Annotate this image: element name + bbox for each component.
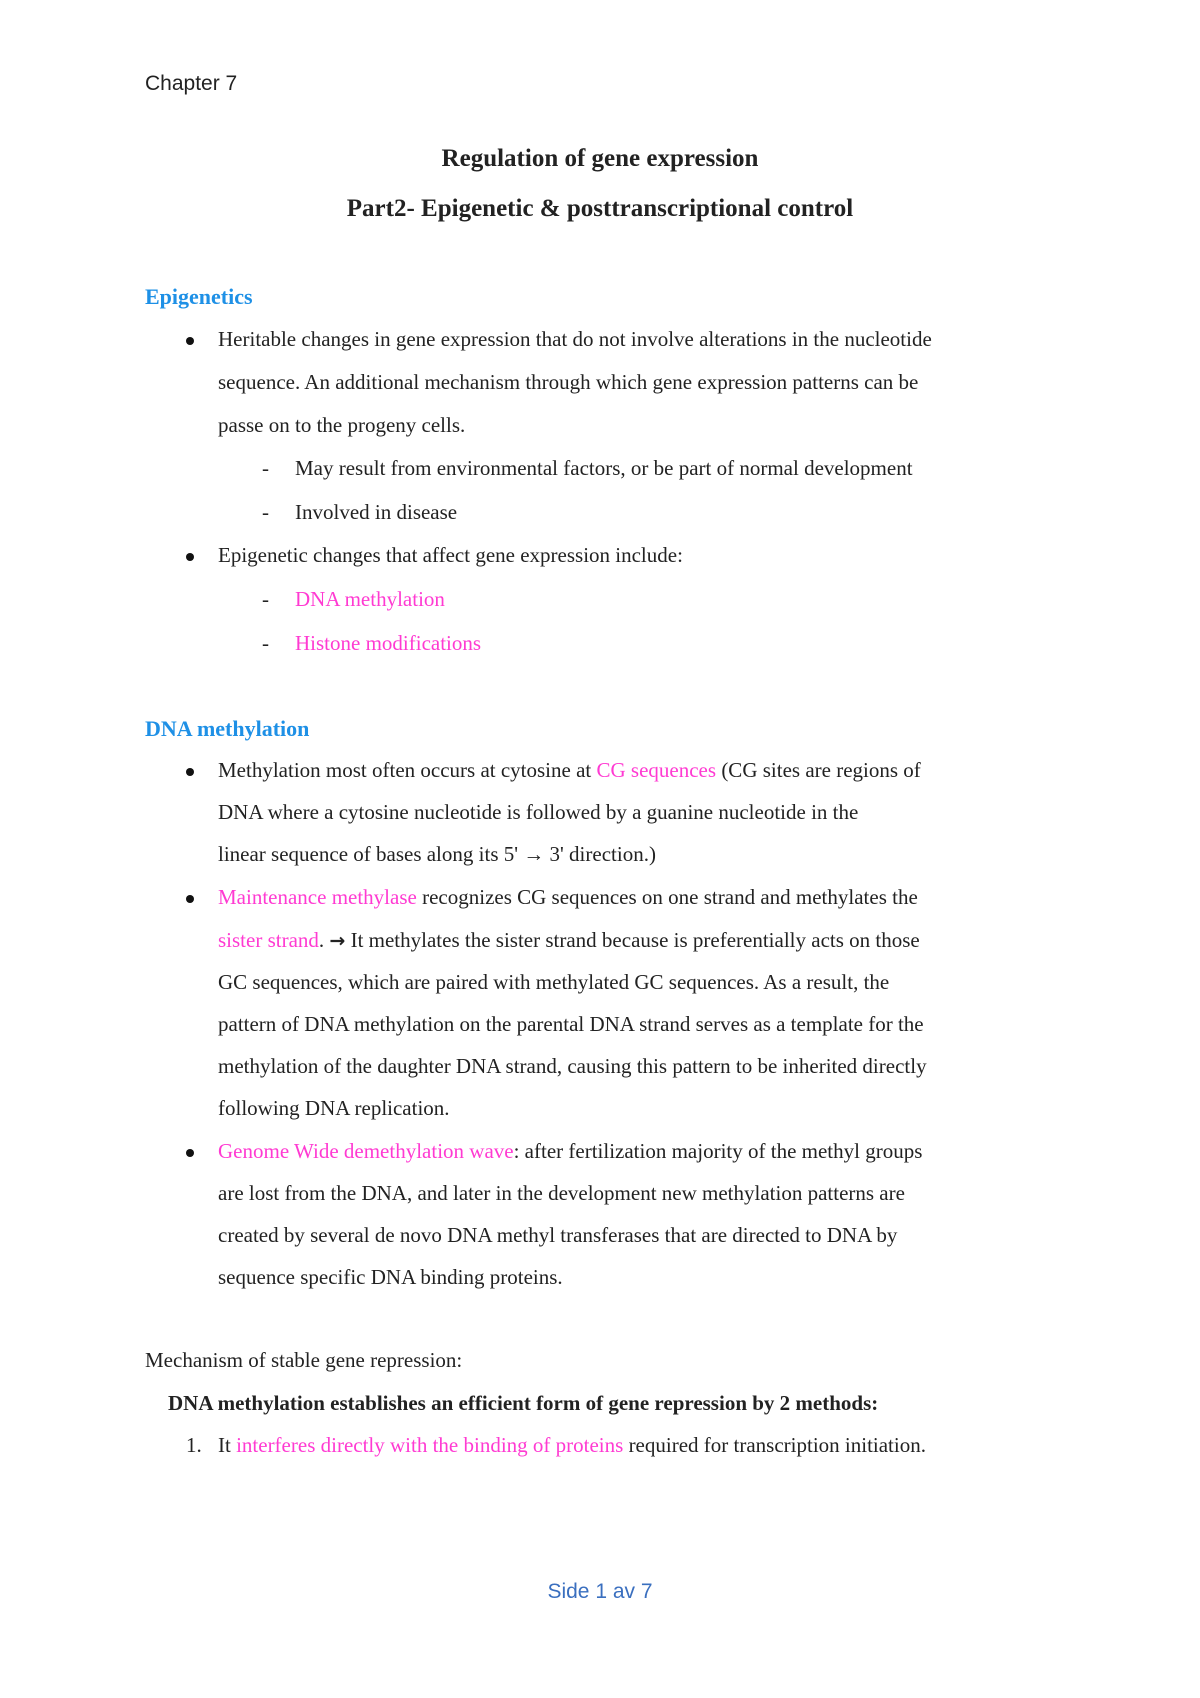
highlight-text: sister strand [218, 928, 319, 952]
dash-marker: - [262, 500, 269, 524]
paragraph-line: methylation of the daughter DNA strand, causing this pattern to be inherited directly [218, 1054, 927, 1078]
paragraph-line: created by several de novo DNA methyl transferases that are directed to DNA by [218, 1223, 898, 1247]
text-run: It [218, 1433, 237, 1457]
text-run: It methylates the sister strand because is preferentially acts on those [345, 928, 920, 952]
text-run: (CG sites are regions of [716, 758, 921, 782]
paragraph-line: are lost from the DNA, and later in the development new methylation patterns are [218, 1181, 905, 1205]
text-run: . [318, 928, 330, 952]
list-number: 1. [186, 1433, 202, 1457]
bullet-icon [186, 337, 194, 345]
arrow-icon: → [329, 930, 346, 952]
sub-item-highlight: Histone modifications [295, 631, 482, 655]
paragraph-line: sequence. An additional mechanism through which gene expression patterns can be [218, 370, 919, 394]
paragraph-line: linear sequence of bases along its 5' → 3' direction.) [218, 842, 656, 866]
sub-item-highlight: DNA methylation [295, 587, 445, 611]
paragraph-line [218, 758, 921, 783]
section-heading-dna-methylation: DNA methylation [145, 716, 310, 741]
highlight-text: Maintenance methylase [218, 885, 417, 909]
dash-marker: - [262, 587, 269, 611]
page-footer: Side 1 av 7 [547, 1580, 653, 1603]
paragraph-line: pattern of DNA methylation on the parental DNA strand serves as a template for the [218, 1012, 924, 1036]
bullet-icon [186, 895, 194, 903]
mechanism-bold-statement: DNA methylation establishes an efficient form of gene repression by 2 methods: [168, 1391, 879, 1415]
paragraph-line: GC sequences, which are paired with methylated GC sequences. As a result, the [218, 970, 890, 994]
mechanism-intro: Mechanism of stable gene repression: [145, 1348, 463, 1372]
paragraph-line [218, 928, 920, 953]
text-run: recognizes CG sequences on one strand and methylates the [416, 885, 918, 909]
paragraph-line [218, 1139, 922, 1164]
paragraph-line: passe on to the progeny cells. [218, 413, 466, 437]
paragraph-line [218, 885, 918, 910]
dash-marker: - [262, 631, 269, 655]
document-title: Regulation of gene expression [441, 145, 759, 172]
document-subtitle: Part2- Epigenetic & posttranscriptional control [346, 195, 854, 222]
paragraph-line: sequence specific DNA binding proteins. [218, 1265, 563, 1289]
text-run: : after fertilization majority of the methyl groups [513, 1139, 923, 1163]
sub-item: Involved in disease [295, 500, 458, 524]
highlight-text: CG sequences [596, 758, 717, 782]
highlight-text: Genome Wide demethylation wave [218, 1139, 514, 1163]
text-run: Methylation most often occurs at cytosine at [218, 758, 597, 782]
paragraph-line: following DNA replication. [218, 1096, 450, 1120]
paragraph-line: Epigenetic changes that affect gene expression include: [218, 543, 683, 567]
bullet-icon [186, 1149, 194, 1157]
paragraph-line: Heritable changes in gene expression that do not involve alterations in the nucleotide [218, 327, 932, 351]
sub-item: May result from environmental factors, or be part of normal development [295, 456, 913, 480]
paragraph-line: DNA where a cytosine nucleotide is followed by a guanine nucleotide in the [218, 800, 859, 824]
bullet-icon [186, 768, 194, 776]
text-run: required for transcription initiation. [623, 1433, 926, 1457]
numbered-item [218, 1433, 926, 1458]
highlight-text: interferes directly with the binding of proteins [236, 1433, 624, 1457]
section-heading-epigenetics: Epigenetics [145, 284, 253, 309]
dash-marker: - [262, 456, 269, 480]
chapter-label: Chapter 7 [145, 72, 238, 95]
bullet-icon [186, 553, 194, 561]
